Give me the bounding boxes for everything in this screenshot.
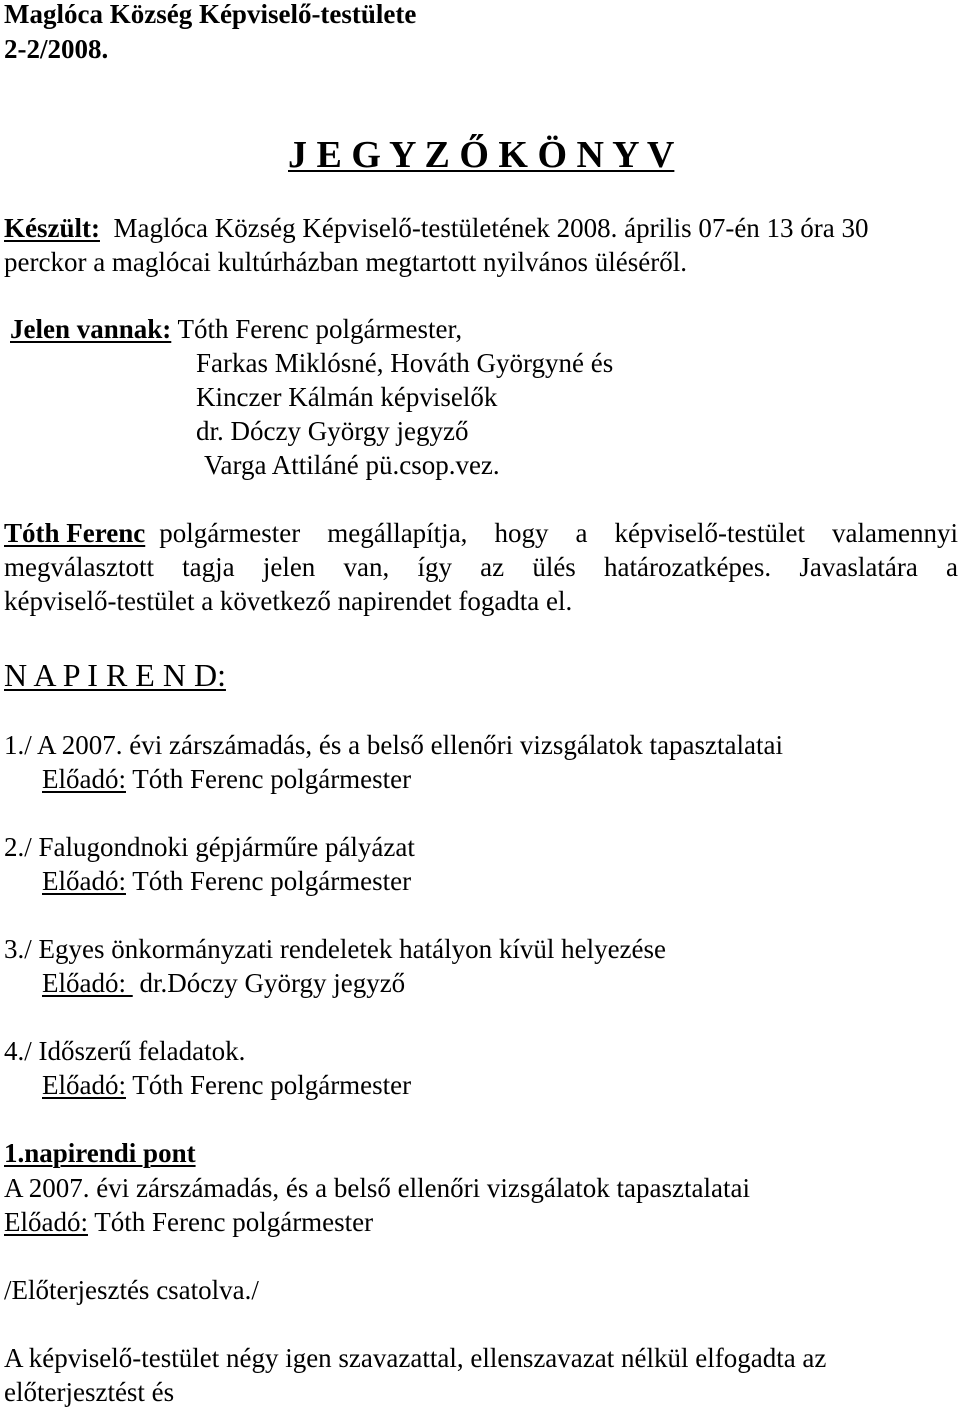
document-title: J E G Y Z Ő K Ö N Y V — [288, 134, 675, 176]
agenda-presenter-3 — [42, 967, 405, 999]
intro-line-2: megválasztott tagja jelen van, így az ülés határozatképes. Javaslatára a — [4, 552, 958, 582]
agenda-item-4: 4./ Időszerű feladatok. — [4, 1036, 246, 1066]
point1-subject: A 2007. évi zárszámadás, és a belső ellenőri vizsgálatok tapasztalatai — [4, 1173, 750, 1203]
point1-presenter — [4, 1206, 373, 1238]
reference-number: 2-2/2008. — [4, 34, 109, 64]
napirend-heading: N A P I R E N D: — [4, 657, 226, 693]
presenter-label: Előadó: — [42, 968, 133, 998]
jelen-line-3: Kinczer Kálmán képviselők — [196, 382, 498, 412]
keszult-line-1 — [4, 212, 869, 244]
presenter-label: Előadó: — [42, 764, 126, 794]
presenter-name: Tóth Ferenc polgármester — [94, 1207, 374, 1237]
presenter-label: Előadó: — [4, 1207, 88, 1237]
intro-line-1 — [4, 517, 958, 549]
decision-line-2: előterjesztést és — [4, 1377, 175, 1407]
intro-line-3: képviselő-testület a következő napirendet fogadta el. — [4, 586, 573, 616]
jelen-line-4: dr. Dóczy György jegyző — [196, 416, 469, 446]
intro-text-1: polgármester megállapítja, hogy a képviselő-testület valamennyi — [159, 518, 958, 548]
jelen-line-5: Varga Attiláné pü.csop.vez. — [204, 450, 500, 480]
point1-heading: 1.napirendi pont — [4, 1138, 196, 1168]
jelen-text-1: Tóth Ferenc polgármester, — [177, 314, 463, 344]
agenda-item-3: 3./ Egyes önkormányzati rendeletek hatályon kívül helyezése — [4, 934, 667, 964]
agenda-presenter-1 — [42, 763, 411, 795]
presenter-name: Tóth Ferenc polgármester — [132, 764, 412, 794]
agenda-presenter-4 — [42, 1069, 411, 1101]
presenter-label: Előadó: — [42, 1070, 126, 1100]
presenter-name: Tóth Ferenc polgármester — [132, 866, 412, 896]
agenda-item-1: 1./ A 2007. évi zárszámadás, és a belső ellenőri vizsgálatok tapasztalatai — [4, 730, 783, 760]
council-name: Maglóca Község Képviselő-testülete — [4, 0, 417, 29]
jelen-label: Jelen vannak: — [10, 314, 172, 344]
keszult-line-2: perckor a maglócai kultúrházban megtartott nyilvános üléséről. — [4, 247, 688, 277]
agenda-presenter-2 — [42, 865, 411, 897]
keszult-text-1: Maglóca Község Képviselő-testületének 2008. április 07-én 13 óra 30 — [113, 213, 869, 243]
intro-name: Tóth Ferenc — [4, 518, 146, 548]
keszult-label: Készült: — [4, 213, 100, 243]
decision-line-1: A képviselő-testület négy igen szavazattal, ellenszavazat nélkül elfogadta az — [4, 1343, 827, 1373]
presenter-label: Előadó: — [42, 866, 126, 896]
jelen-line-2: Farkas Miklósné, Hováth Györgyné és — [196, 348, 614, 378]
attachment-note: /Előterjesztés csatolva./ — [4, 1275, 259, 1305]
presenter-name: dr.Dóczy György jegyző — [139, 968, 406, 998]
presenter-name: Tóth Ferenc polgármester — [132, 1070, 412, 1100]
jelen-line-1 — [10, 313, 462, 345]
agenda-item-2: 2./ Falugondnoki gépjárműre pályázat — [4, 832, 415, 862]
